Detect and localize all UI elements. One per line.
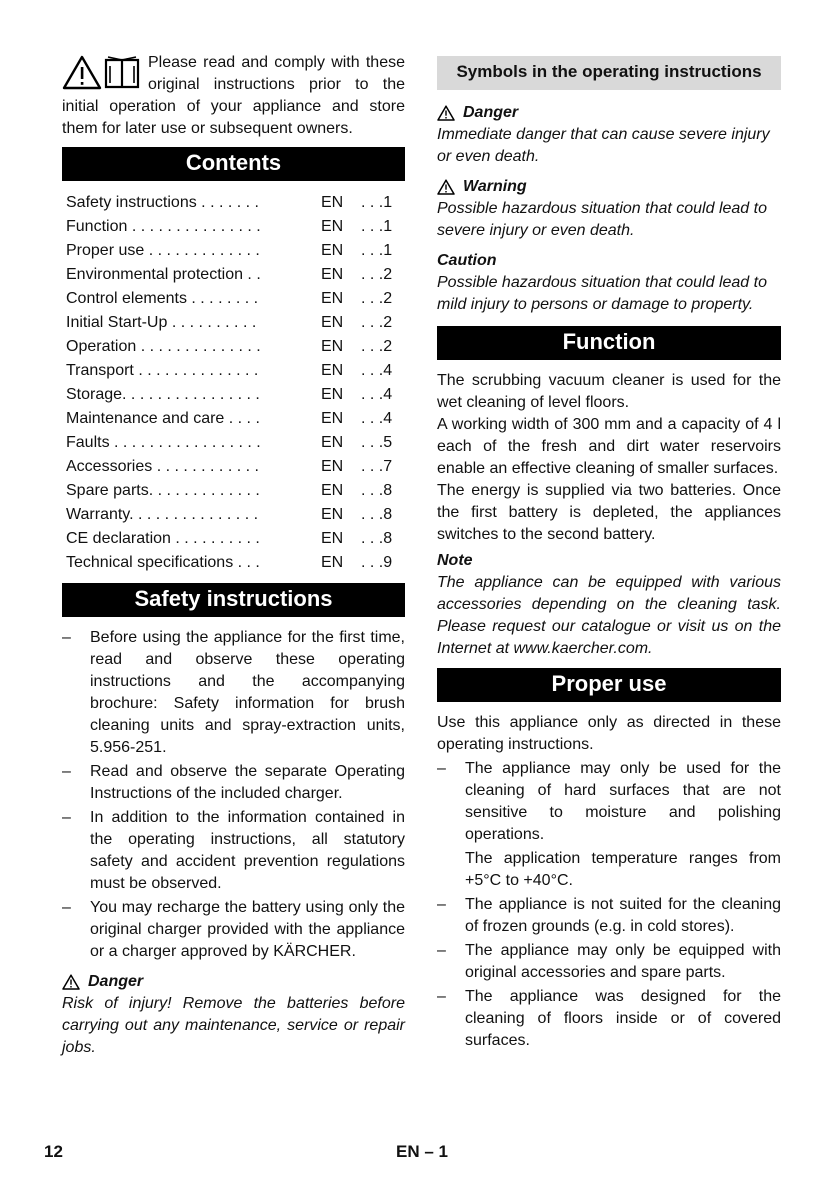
toc-entry-lang: EN bbox=[321, 362, 344, 379]
list-item bbox=[437, 758, 781, 892]
dash-mark: – bbox=[62, 809, 71, 826]
table-of-contents bbox=[66, 191, 405, 575]
toc-entry-page: . . .1 bbox=[361, 242, 393, 259]
toc-entry-page: . . .1 bbox=[361, 194, 393, 211]
danger-label-text: Danger bbox=[463, 104, 519, 121]
toc-entry-lang: EN bbox=[321, 290, 344, 307]
danger-label-text: Danger bbox=[88, 973, 144, 990]
safety-danger-label bbox=[62, 971, 405, 993]
left-column bbox=[62, 52, 405, 1059]
dash-mark: – bbox=[62, 899, 71, 916]
proper-use-item-extra: The application temperature ranges from +5°C to +40°C. bbox=[465, 850, 781, 889]
proper-use-item-text: The appliance is not suited for the cleaning of frozen grounds (e.g. in cold stores). bbox=[465, 896, 781, 935]
toc-entry-title: Spare parts. . . . . . . . . . . . . bbox=[66, 482, 260, 499]
toc-row bbox=[66, 479, 405, 503]
list-item bbox=[437, 986, 781, 1052]
toc-entry-title: CE declaration . . . . . . . . . . bbox=[66, 530, 260, 547]
toc-entry-page: . . .4 bbox=[361, 410, 393, 427]
safety-list bbox=[62, 627, 405, 963]
safety-item-text: Before using the appliance for the first time, read and observe these operating instructions and the accompanying brochure: Safety information for brush cleaning units and spray-extraction units, 5.956-251. bbox=[90, 629, 405, 756]
toc-row bbox=[66, 239, 405, 263]
function-paragraph-2: A working width of 300 mm and a capacity of 4 l each of the fresh and dirt water reservoirs enable an effective cleaning of smaller surfaces. bbox=[437, 416, 781, 477]
toc-entry-lang: EN bbox=[321, 458, 344, 475]
toc-entry-title: Function . . . . . . . . . . . . . . . bbox=[66, 218, 261, 235]
toc-entry-page: . . .8 bbox=[361, 482, 393, 499]
toc-row bbox=[66, 335, 405, 359]
toc-entry-page: . . .9 bbox=[361, 554, 393, 571]
toc-row bbox=[66, 455, 405, 479]
toc-row bbox=[66, 407, 405, 431]
intro-text: Please read and comply with these original instructions prior to the initial operation of your appliance and store them for later use or subsequent owners. bbox=[62, 54, 405, 137]
right-column bbox=[437, 52, 781, 1054]
toc-entry-lang: EN bbox=[321, 434, 344, 451]
function-note-text: The appliance can be equipped with various accessories depending on the cleaning task. Please request our catalogue or visit us on the Internet at www.kaercher.com. bbox=[437, 574, 781, 657]
symbols-caution-text: Possible hazardous situation that could lead to mild injury to persons or damage to property. bbox=[437, 274, 767, 313]
safety-item-text: Read and observe the separate Operating Instructions of the included charger. bbox=[90, 763, 405, 802]
dash-mark: – bbox=[437, 896, 446, 913]
toc-entry-page: . . .1 bbox=[361, 218, 393, 235]
function-paragraph-3: The energy is supplied via two batteries. Once the first battery is depleted, the appliances switches to the second battery. bbox=[437, 482, 781, 543]
toc-entry-lang: EN bbox=[321, 506, 344, 523]
toc-row bbox=[66, 215, 405, 239]
toc-entry-lang: EN bbox=[321, 314, 344, 331]
toc-row bbox=[66, 359, 405, 383]
proper-use-item-text: The appliance was designed for the cleaning of floors inside or of covered surfaces. bbox=[465, 988, 781, 1049]
toc-entry-lang: EN bbox=[321, 266, 344, 283]
safety-item-text: You may recharge the battery using only the original charger provided with the appliance or a charger approved by KÄRCHER. bbox=[90, 899, 405, 960]
toc-entry-title: Maintenance and care . . . . bbox=[66, 410, 260, 427]
function-heading: Function bbox=[437, 326, 781, 360]
symbols-danger-text: Immediate danger that can cause severe injury or even death. bbox=[437, 126, 770, 165]
toc-entry-lang: EN bbox=[321, 530, 344, 547]
toc-entry-title: Accessories . . . . . . . . . . . . bbox=[66, 458, 259, 475]
toc-entry-page: . . .2 bbox=[361, 290, 393, 307]
toc-entry-page: . . .5 bbox=[361, 434, 393, 451]
toc-entry-lang: EN bbox=[321, 386, 344, 403]
function-paragraph-1: The scrubbing vacuum cleaner is used for the wet cleaning of level floors. bbox=[437, 372, 781, 411]
proper-use-list bbox=[437, 758, 781, 1052]
toc-entry-title: Initial Start-Up . . . . . . . . . . bbox=[66, 314, 257, 331]
safety-heading: Safety instructions bbox=[62, 583, 405, 617]
dash-mark: – bbox=[62, 629, 71, 646]
toc-entry-page: . . .4 bbox=[361, 362, 393, 379]
list-item bbox=[437, 894, 781, 938]
proper-use-item-text: The appliance may only be used for the cleaning of hard surfaces that are not sensitive to moisture and polishing operations. bbox=[465, 760, 781, 843]
safety-danger-text: Risk of injury! Remove the batteries before carrying out any maintenance, service or repair jobs. bbox=[62, 995, 405, 1056]
toc-row bbox=[66, 431, 405, 455]
toc-row bbox=[66, 551, 405, 575]
page-code: EN – 1 bbox=[396, 1142, 448, 1161]
toc-entry-page: . . .8 bbox=[361, 506, 393, 523]
toc-entry-lang: EN bbox=[321, 242, 344, 259]
toc-row bbox=[66, 527, 405, 551]
toc-row bbox=[66, 383, 405, 407]
dash-mark: – bbox=[437, 988, 446, 1005]
warning-triangle-icon bbox=[437, 179, 455, 195]
list-item bbox=[62, 807, 405, 895]
list-item bbox=[437, 940, 781, 984]
list-item bbox=[62, 897, 405, 963]
toc-entry-title: Safety instructions . . . . . . . bbox=[66, 194, 259, 211]
dash-mark: – bbox=[62, 763, 71, 780]
intro-notice bbox=[62, 52, 405, 140]
list-item bbox=[62, 627, 405, 759]
toc-entry-title: Control elements . . . . . . . . bbox=[66, 290, 259, 307]
proper-use-intro: Use this appliance only as directed in these operating instructions. bbox=[437, 714, 781, 753]
toc-entry-lang: EN bbox=[321, 410, 344, 427]
symbols-heading: Symbols in the operating instructions bbox=[437, 56, 781, 90]
toc-entry-title: Warranty. . . . . . . . . . . . . . . bbox=[66, 506, 259, 523]
proper-use-heading: Proper use bbox=[437, 668, 781, 702]
toc-row bbox=[66, 191, 405, 215]
toc-entry-lang: EN bbox=[321, 194, 344, 211]
safety-item-text: In addition to the information contained in the operating instructions, all statutory safety and accident prevention regulations must be observed. bbox=[90, 809, 405, 892]
symbols-caution-label: Caution bbox=[437, 252, 497, 269]
toc-entry-page: . . .7 bbox=[361, 458, 393, 475]
toc-row bbox=[66, 287, 405, 311]
toc-row bbox=[66, 263, 405, 287]
toc-entry-lang: EN bbox=[321, 338, 344, 355]
toc-entry-page: . . .2 bbox=[361, 338, 393, 355]
symbols-danger-label bbox=[437, 102, 781, 124]
symbols-warning-text: Possible hazardous situation that could lead to severe injury or even death. bbox=[437, 200, 767, 239]
toc-entry-title: Environmental protection . . bbox=[66, 266, 261, 283]
dash-mark: – bbox=[437, 942, 446, 959]
symbols-warning-label bbox=[437, 176, 781, 198]
page-number: 12 bbox=[44, 1142, 63, 1161]
proper-use-item-text: The appliance may only be equipped with original accessories and spare parts. bbox=[465, 942, 781, 981]
toc-entry-page: . . .8 bbox=[361, 530, 393, 547]
warning-manual-icon bbox=[62, 54, 144, 90]
toc-entry-lang: EN bbox=[321, 482, 344, 499]
function-note-label: Note bbox=[437, 552, 473, 569]
toc-entry-title: Faults . . . . . . . . . . . . . . . . . bbox=[66, 434, 261, 451]
toc-entry-title: Proper use . . . . . . . . . . . . . bbox=[66, 242, 260, 259]
toc-row bbox=[66, 311, 405, 335]
toc-entry-page: . . .4 bbox=[361, 386, 393, 403]
toc-entry-title: Operation . . . . . . . . . . . . . . bbox=[66, 338, 261, 355]
warning-triangle-icon bbox=[62, 974, 80, 990]
toc-entry-page: . . .2 bbox=[361, 266, 393, 283]
dash-mark: – bbox=[437, 760, 446, 777]
toc-entry-page: . . .2 bbox=[361, 314, 393, 331]
toc-entry-lang: EN bbox=[321, 218, 344, 235]
toc-entry-lang: EN bbox=[321, 554, 344, 571]
warning-triangle-icon bbox=[437, 105, 455, 121]
toc-entry-title: Transport . . . . . . . . . . . . . . bbox=[66, 362, 259, 379]
toc-entry-title: Technical specifications . . . bbox=[66, 554, 260, 571]
toc-entry-title: Storage. . . . . . . . . . . . . . . . bbox=[66, 386, 260, 403]
toc-row bbox=[66, 503, 405, 527]
list-item bbox=[62, 761, 405, 805]
contents-heading: Contents bbox=[62, 147, 405, 181]
warning-label-text: Warning bbox=[463, 178, 527, 195]
